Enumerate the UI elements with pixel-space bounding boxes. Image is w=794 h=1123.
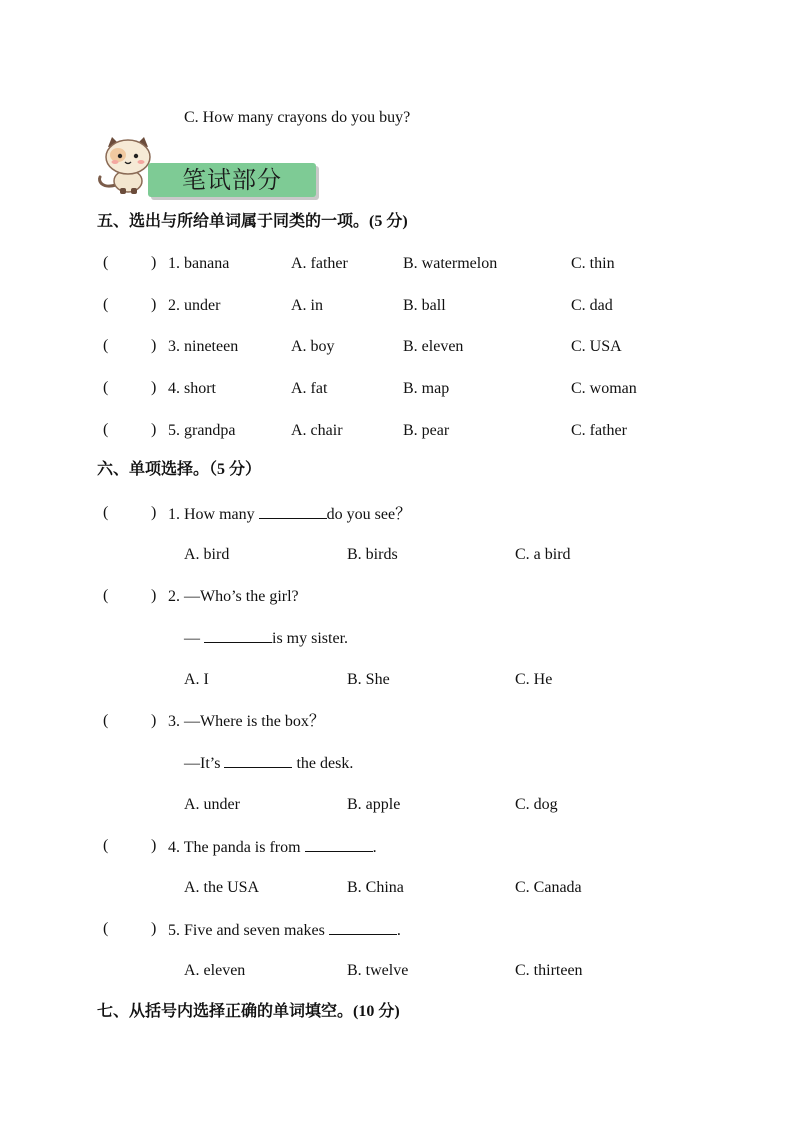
answer-paren-open: ( [103,337,109,354]
question-text: 1. How many [168,506,255,523]
answer-blank [224,753,292,768]
question-word: 5. grandpa [168,422,236,439]
answer-paren-open: ( [103,712,109,729]
answer-blank [204,628,272,643]
option-a: A. bird [184,546,230,563]
s6-question-3-reply [184,753,353,774]
reply-text: is my sister. [272,630,349,647]
option-a: A. fat [291,380,328,397]
option-b: B. map [403,380,450,397]
answer-paren-close: ) [151,337,157,354]
answer-paren-open: ( [103,379,109,396]
option-a: A. eleven [184,962,246,979]
reply-text-start: —It’s [184,755,221,772]
option-a: A. the USA [184,879,260,896]
section6-title: 六、单项选择。（5 分） [97,461,262,478]
answer-paren-open: ( [103,504,109,521]
option-c: C. thirteen [515,962,583,979]
answer-blank [329,920,397,935]
option-b: B. apple [347,796,401,813]
s6-question-2-reply [184,628,348,649]
option-b: B. eleven [403,338,464,355]
s6-question-1 [168,504,411,525]
option-c: C. father [571,422,627,439]
top-option-c: C. How many crayons do you buy? [184,109,411,126]
option-b: B. ball [403,297,446,314]
option-c: C. dad [571,297,613,314]
s6-question-5 [168,920,401,941]
answer-paren-open: ( [103,254,109,271]
answer-paren-close: ) [151,712,157,729]
answer-paren-open: ( [103,421,109,438]
question-word: 4. short [168,380,216,397]
reply-dash: — [184,630,200,647]
option-c: C. Canada [515,879,582,896]
answer-blank [259,504,327,519]
question-text-end: . [372,839,377,856]
question-text-end: . [396,922,401,939]
answer-paren-open: ( [103,587,109,604]
option-c: C. woman [571,380,637,397]
option-b: B. She [347,671,390,688]
option-a: A. chair [291,422,343,439]
question-text: 4. The panda is from [168,839,301,856]
answer-paren-close: ) [151,504,157,521]
option-a: A. I [184,671,209,688]
option-c: C. USA [571,338,622,355]
answer-paren-close: ) [151,296,157,313]
banner-label: 笔试部分 [182,166,282,194]
option-c: C. He [515,671,553,688]
option-b: B. pear [403,422,450,439]
question-word: 1. banana [168,255,230,272]
option-a: A. father [291,255,348,272]
answer-paren-close: ) [151,421,157,438]
option-c: C. a bird [515,546,571,563]
answer-paren-close: ) [151,379,157,396]
reply-text-end: the desk. [296,755,354,772]
answer-blank [305,837,373,852]
answer-paren-open: ( [103,296,109,313]
option-b: B. watermelon [403,255,498,272]
option-a: A. under [184,796,240,813]
s6-question-4 [168,837,377,858]
answer-paren-close: ) [151,587,157,604]
option-b: B. twelve [347,962,409,979]
option-a: A. in [291,297,323,314]
answer-paren-open: ( [103,837,109,854]
option-b: B. birds [347,546,398,563]
section7-title: 七、从括号内选择正确的单词填空。(10 分) [97,1003,400,1020]
option-c: C. thin [571,255,615,272]
option-b: B. China [347,879,404,896]
question-word: 3. nineteen [168,338,239,355]
answer-paren-open: ( [103,920,109,937]
s6-question-2: 2. —Who’s the girl? [168,588,299,605]
answer-paren-close: ) [151,254,157,271]
question-text: 5. Five and seven makes [168,922,325,939]
answer-paren-close: ) [151,920,157,937]
option-c: C. dog [515,796,558,813]
answer-paren-close: ) [151,837,157,854]
s6-question-3: 3. —Where is the box？ [168,713,325,730]
question-text-end: do you see？ [326,506,412,523]
option-a: A. boy [291,338,335,355]
question-word: 2. under [168,297,221,314]
section5-title: 五、选出与所给单词属于同类的一项。(5 分) [97,213,408,230]
